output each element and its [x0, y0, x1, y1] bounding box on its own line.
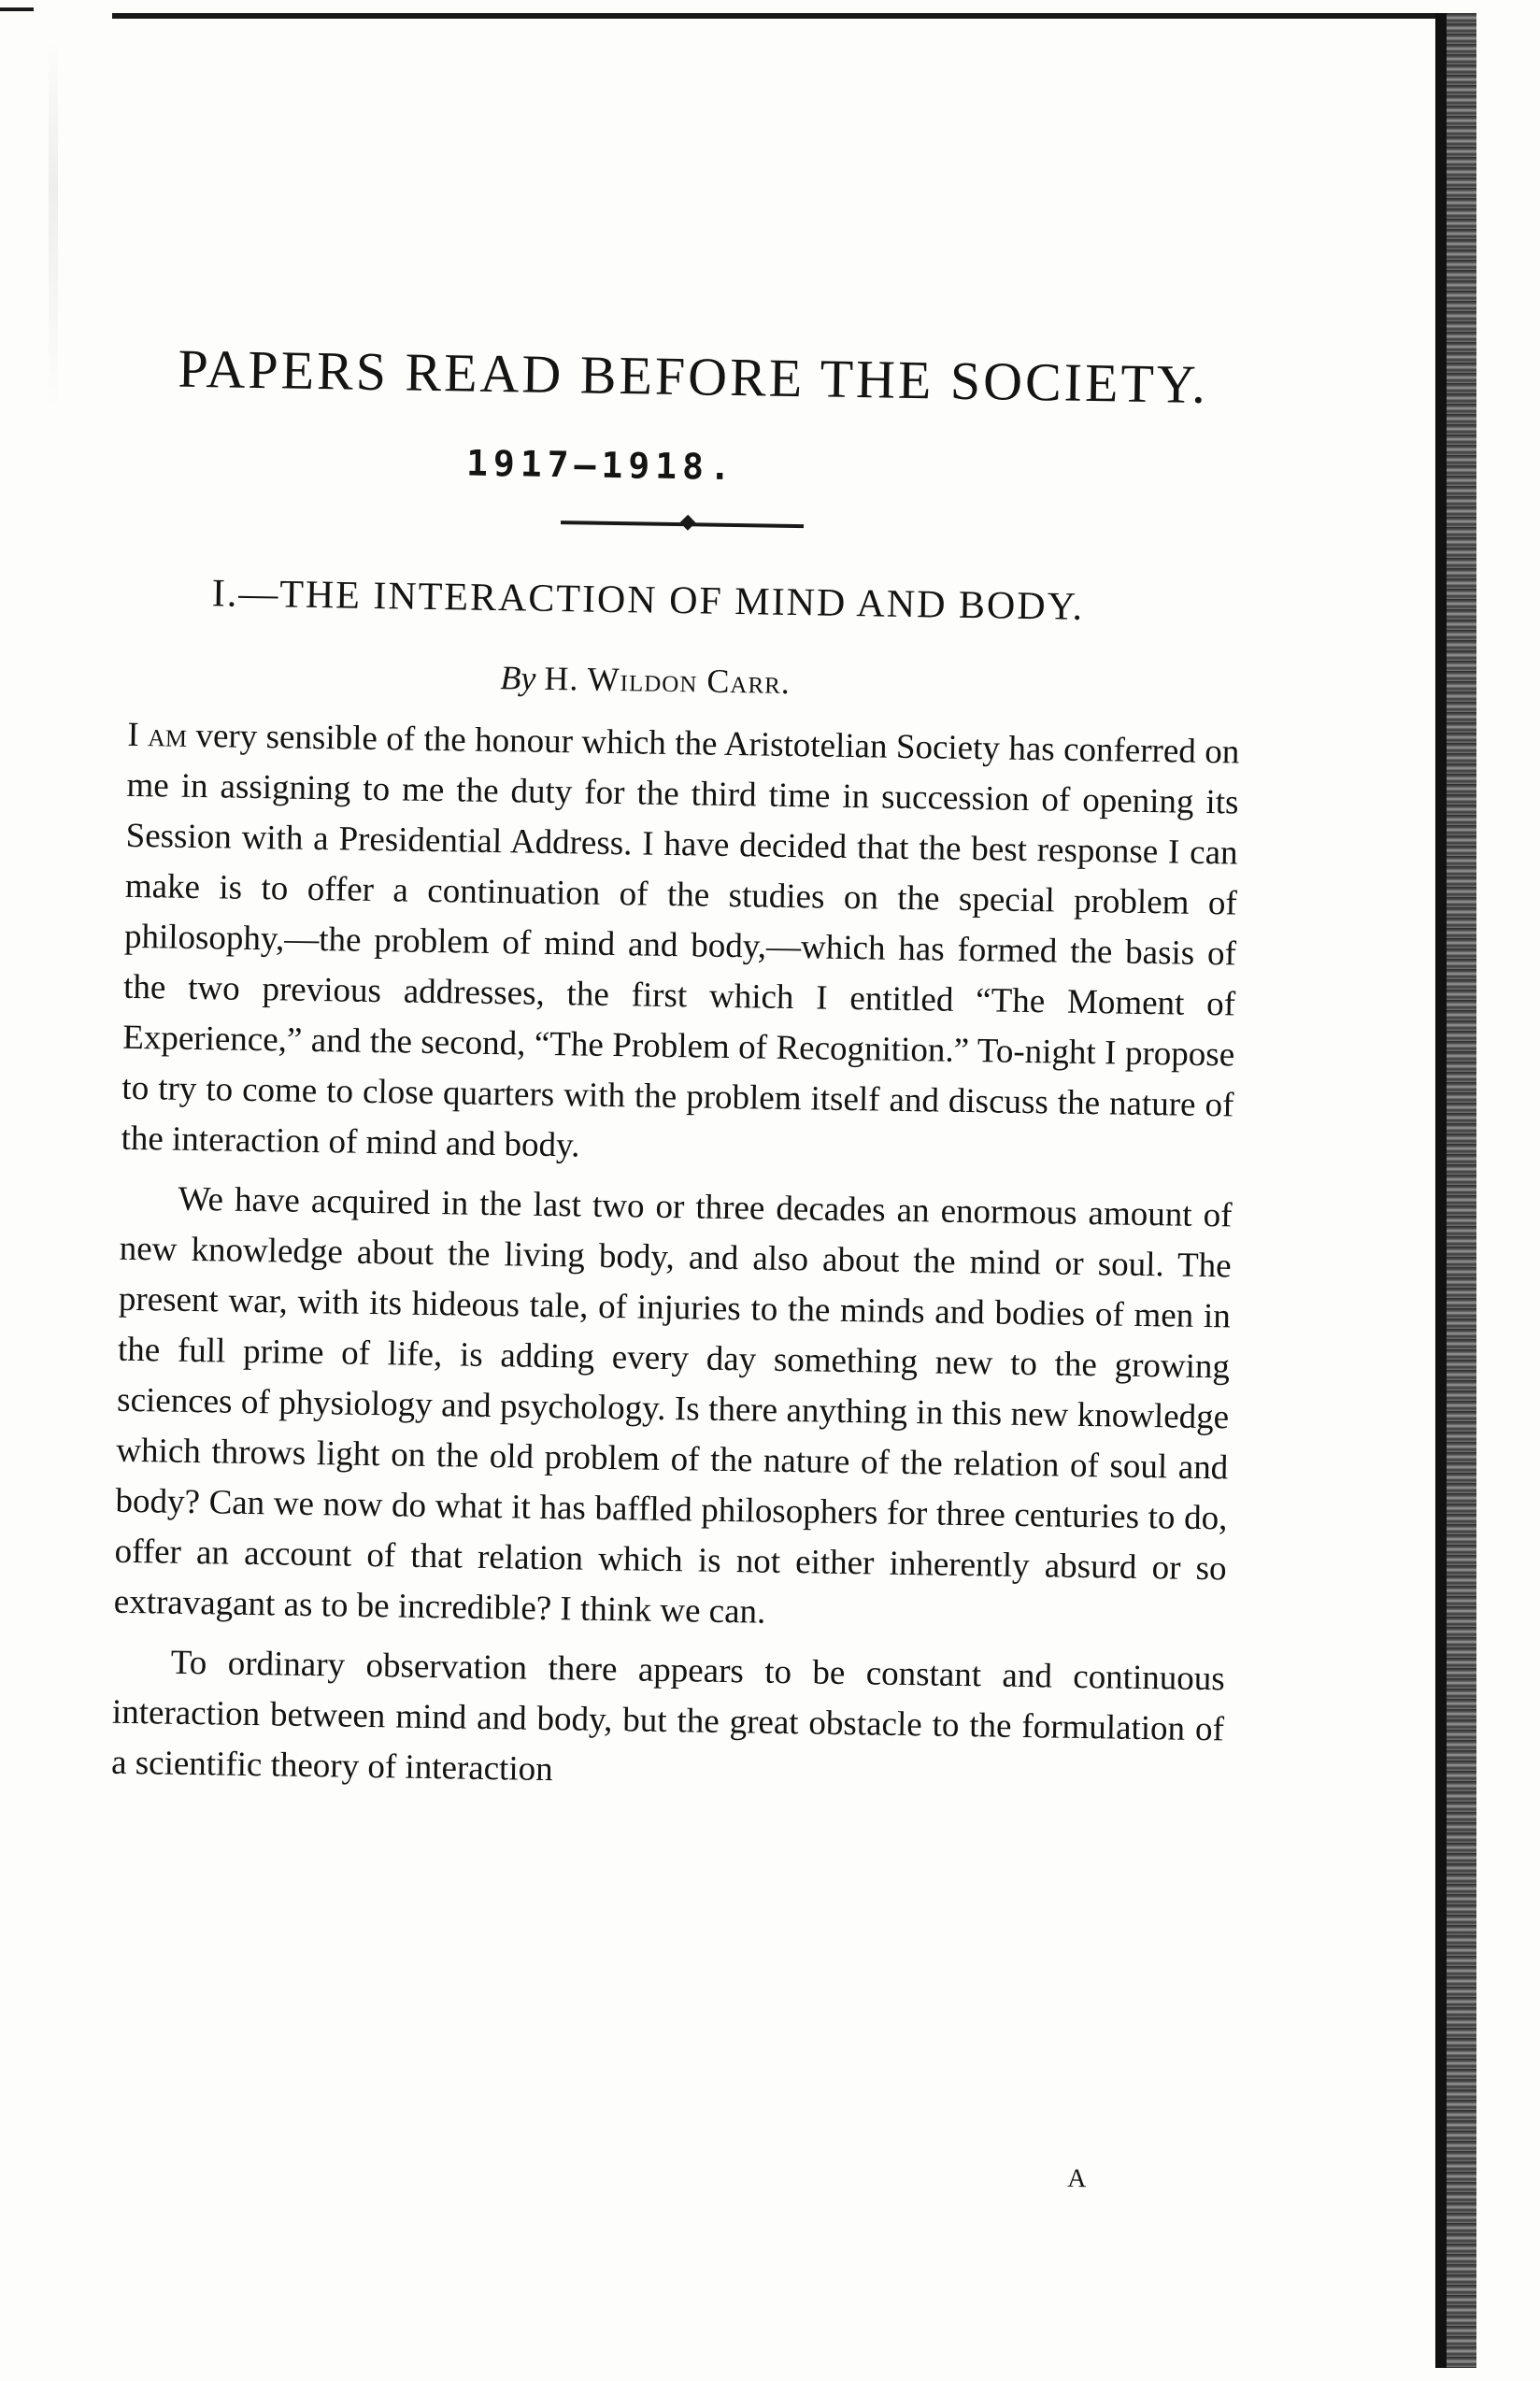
lead-word: I am — [127, 715, 188, 755]
signature-mark: A — [1067, 2163, 1089, 2194]
running-title: PAPERS READ BEFORE THE SOCIETY. — [178, 337, 1209, 415]
top-edge-mark — [0, 7, 34, 11]
byline — [500, 658, 791, 702]
paragraph-1-text: very sensible of the honour which the Aristotelian Society has conferred on me in assigning to me the duty for the third time in succession of opening its Session with a Presidential Address. I have decided that the best response I can make is to offer a continuation of the studies on the special problem of philosophy,—the problem of mind and body,—which has formed the basis of the two previous addresses, the first which I entitled “The Moment of Experience,” and the second, “The Problem of Recognition.” To-night I propose to try to come to close quarters with the problem itself and discuss the nature of the interaction of mind and body. — [121, 716, 1240, 1165]
byline-prefix: By — [500, 659, 536, 697]
left-margin-smudge — [49, 37, 58, 411]
paragraph-2: We have acquired in the last two or three decades an enormous amount of new knowledge about the living body, and also about the mind or soul. The present war, with its hideous tale, of injuries to the minds and bodies of men in the full prime of life, is adding every day something new to the growing sciences of physiology and psychology. Is there anything in this new knowledge which throws light on the old problem of the nature of the relation of soul and body? Can we now do what it has baffled philosophers for three centuries to do, offer an account of that relation which is not either inherently absurd or so extravagant as to be incredible? I think we can. — [113, 1179, 1233, 1632]
ornament-diamond — [680, 515, 696, 531]
session-years: 1917–1918. — [465, 442, 737, 489]
binding-edge — [1447, 13, 1476, 2368]
paragraph-3: To ordinary observation there appears to be constant and continuous interaction between mind and body, but the great obstacle to the formulation of a scientific theory of interaction — [110, 1643, 1226, 1789]
page-content — [18, 0, 1326, 2194]
article-body — [111, 710, 1240, 1806]
paper-title: I.—THE INTERACTION OF MIND AND BODY. — [211, 572, 1085, 629]
top-edge-rule — [112, 13, 1458, 19]
binding-shadow — [1435, 13, 1447, 2368]
paragraph-1 — [121, 710, 1239, 1182]
author-name: H. Wildon Carr. — [544, 659, 791, 701]
